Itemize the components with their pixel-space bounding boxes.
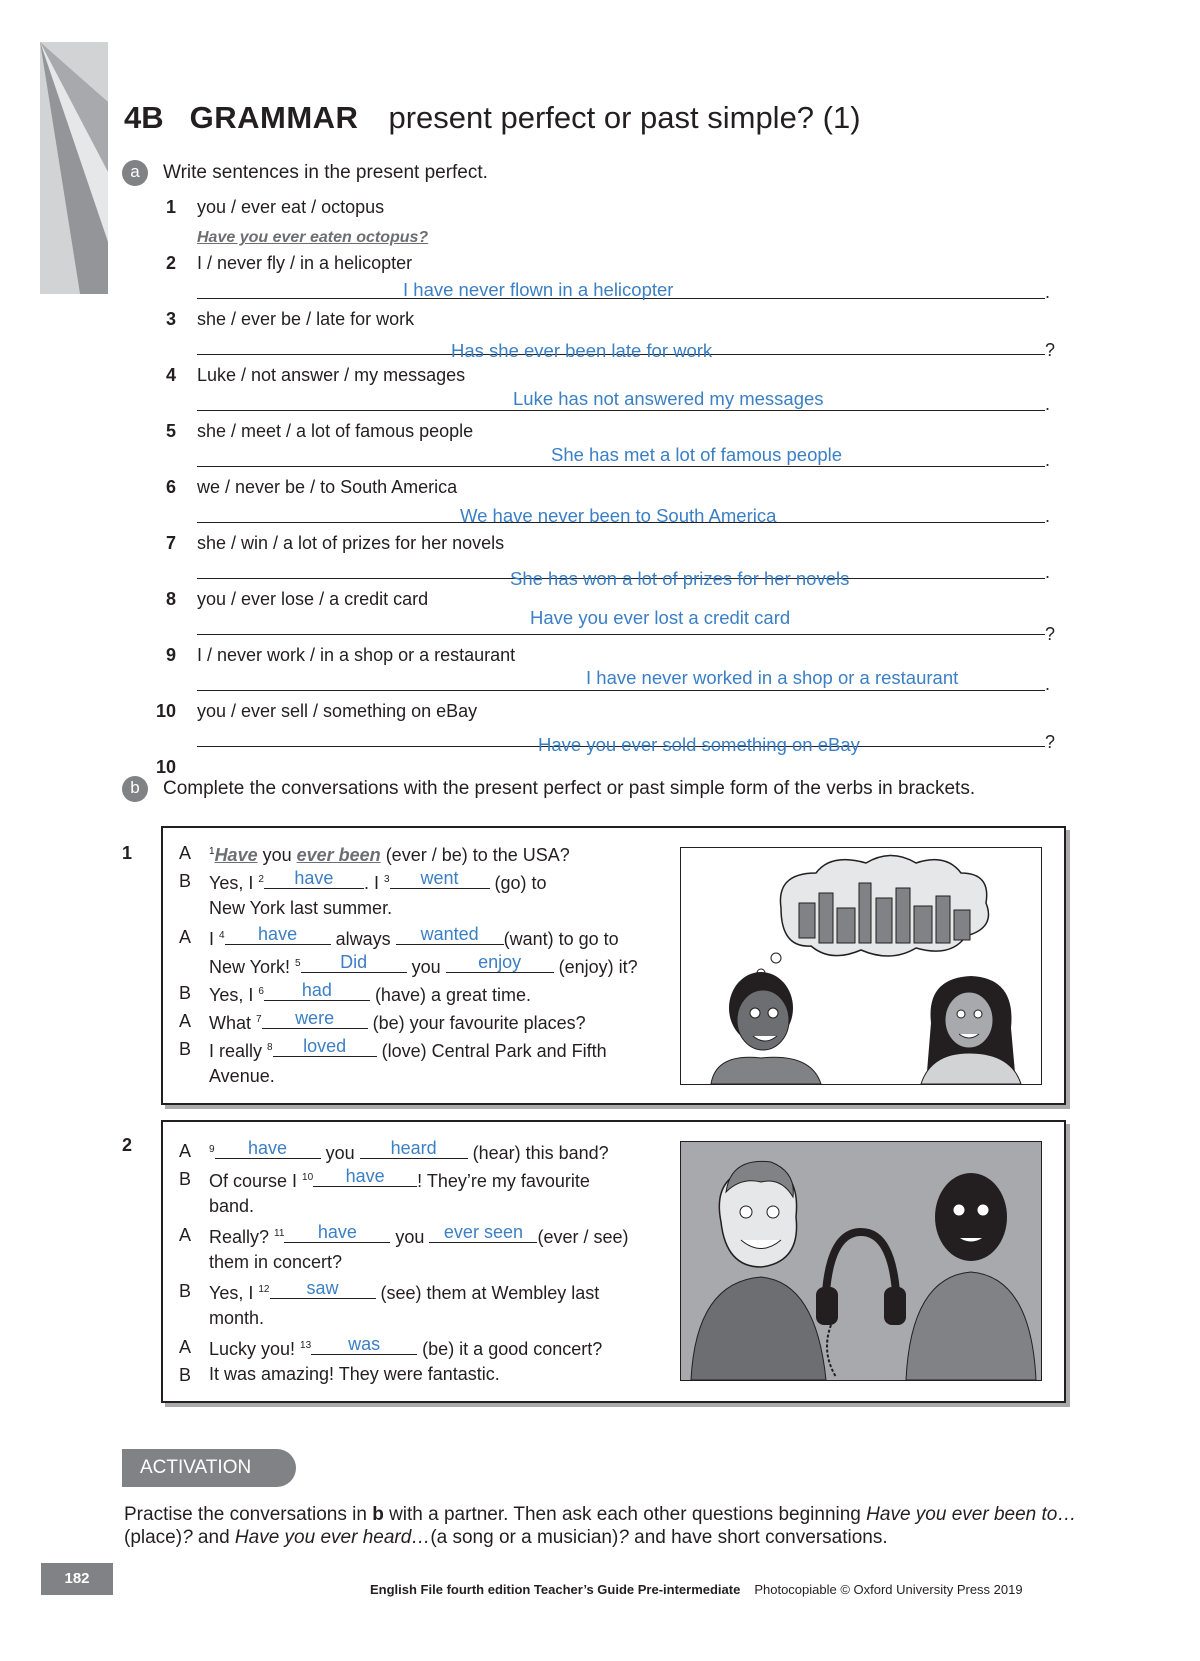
item-number: 8 xyxy=(165,589,176,609)
item-number: 5 xyxy=(165,421,176,441)
answer-text: Have you ever sold something on eBay xyxy=(538,734,860,755)
corner-decoration xyxy=(40,42,108,294)
end-punctuation: . xyxy=(1045,506,1051,526)
dialogue-line: What $^7$ were (be) your favourite places? xyxy=(209,1008,586,1033)
answer-text: Has she ever been late for work xyxy=(451,340,713,361)
gap-field[interactable]: heard xyxy=(360,1138,468,1159)
dialogue-line: them in concert? xyxy=(209,1252,343,1272)
dialogue-line: band. xyxy=(209,1196,255,1216)
answer-text: Have you ever lost a credit card xyxy=(530,607,791,628)
exercise-b-badge: b xyxy=(122,776,148,802)
end-punctuation: . xyxy=(1045,394,1051,414)
answer-text: She has won a lot of prizes for her novels xyxy=(510,568,850,589)
dialogue-line: Lucky you! $^{13}$ was (be) it a good concert? xyxy=(209,1334,603,1359)
section-heading: GRAMMAR xyxy=(189,100,359,135)
dialogue-line: Yes, I $^2$ have . I $^3$ went (go) to xyxy=(209,868,547,893)
item-prompt: you / ever lose / a credit card xyxy=(197,589,429,609)
end-punctuation: . xyxy=(1045,674,1051,694)
item-prompt: she / meet / a lot of famous people xyxy=(197,421,474,441)
item-number: 4 xyxy=(165,365,176,385)
end-punctuation: ? xyxy=(1045,732,1056,752)
speaker-label: B xyxy=(179,1169,192,1189)
speaker-label: B xyxy=(179,983,192,1003)
dialogue-line: New York last summer. xyxy=(209,898,393,918)
page-number: 182 xyxy=(41,1563,113,1595)
item-prompt: she / ever be / late for work xyxy=(197,309,415,329)
answer-text: I have never flown in a helicopter xyxy=(403,279,674,300)
item-number: 10 xyxy=(155,701,176,721)
item-prompt: she / win / a lot of prizes for her novels xyxy=(197,533,505,553)
gap-field[interactable]: ever seen xyxy=(429,1222,537,1243)
dialogue-line: I $^4$ have always wanted (want) to go to xyxy=(209,924,619,949)
activation-text: Practise the conversations in b with a partner. Then ask each other questions beginning Have you ever been to…(place)? and Have you ever heard…(a song or a musician)? and have short conversations. xyxy=(124,1504,1077,1548)
answer-text: We have never been to South America xyxy=(460,505,777,526)
exercise-b-instruction: Complete the conversations with the present perfect or past simple form of the verbs in brackets. xyxy=(163,778,976,799)
gap-field[interactable]: was xyxy=(311,1334,417,1355)
gap-field[interactable]: have xyxy=(284,1222,390,1243)
speaker-label: A xyxy=(179,1011,192,1031)
answer-text: She has met a lot of famous people xyxy=(551,444,843,465)
example-answer: Have you ever eaten octopus? xyxy=(197,229,429,246)
exercise-a-badge: a xyxy=(122,160,148,186)
footer-copyright: Photocopiable © Oxford University Press 2019 xyxy=(754,1582,1023,1597)
section-subtitle: present perfect or past simple? (1) xyxy=(388,100,861,135)
item-prompt: you / ever sell / something on eBay xyxy=(197,701,478,721)
dialogue-line: I really $^8$ loved (love) Central Park and Fifth xyxy=(209,1036,607,1061)
item-number: 9 xyxy=(165,645,176,665)
gap-field[interactable]: have xyxy=(225,924,331,945)
end-punctuation: . xyxy=(1045,562,1051,582)
page-title xyxy=(124,100,861,136)
answer-line[interactable] xyxy=(197,634,1045,635)
gap-field[interactable]: enjoy xyxy=(446,952,554,973)
dialogue-line: Of course I $^{10}$ have ! They’re my favourite xyxy=(209,1166,590,1191)
gap-field[interactable]: have xyxy=(215,1138,321,1159)
dialogue-line: New York! $^5$ Did you enjoy (enjoy) it? xyxy=(209,952,638,977)
answer-text: I have never worked in a shop or a restaurant xyxy=(586,667,959,688)
answer-text: Luke has not answered my messages xyxy=(513,388,824,409)
gap-field[interactable]: wanted xyxy=(396,924,504,945)
footer xyxy=(370,1582,1023,1597)
item-number: 10 xyxy=(155,757,176,777)
gap-field[interactable]: Did xyxy=(301,952,407,973)
illustration-two-women-new-york xyxy=(680,847,1042,1085)
illustration-two-men-headphones xyxy=(680,1141,1042,1381)
gap-field[interactable]: saw xyxy=(270,1278,376,1299)
dialogue-line: Really? $^{11}$ have you ever seen (ever / see) xyxy=(209,1222,629,1247)
footer-edition: English File fourth edition Teacher’s Guide Pre-intermediate xyxy=(370,1582,741,1597)
activation-tab: ACTIVATION xyxy=(122,1449,296,1487)
gap-field[interactable]: went xyxy=(390,868,490,889)
unit-code: 4B xyxy=(124,100,164,135)
dialogue-line: $^1$Have you ever been (ever / be) to the USA? xyxy=(209,845,570,865)
item-number: 7 xyxy=(165,533,176,553)
answer-line[interactable] xyxy=(197,410,1045,411)
end-punctuation: ? xyxy=(1045,624,1056,644)
end-punctuation: ? xyxy=(1045,340,1056,360)
dialogue-line: Yes, I $^{12}$ saw (see) them at Wembley last xyxy=(209,1278,600,1303)
gap-field[interactable]: had xyxy=(264,980,370,1001)
item-prompt: we / never be / to South America xyxy=(197,477,458,497)
gap-field[interactable]: loved xyxy=(273,1036,377,1057)
gap-field[interactable]: have xyxy=(313,1166,417,1187)
conversation-number: 2 xyxy=(122,1135,133,1155)
item-prompt: Luke / not answer / my messages xyxy=(197,365,466,385)
speaker-label: A xyxy=(179,1225,192,1245)
end-punctuation: . xyxy=(1045,450,1051,470)
conversation-number: 1 xyxy=(122,843,133,863)
example-word: Have xyxy=(214,845,258,865)
end-punctuation: . xyxy=(1045,282,1051,302)
dialogue-line: $^9$ have you heard (hear) this band? xyxy=(209,1138,609,1163)
item-number: 3 xyxy=(165,309,176,329)
gap-field[interactable]: have xyxy=(264,868,364,889)
item-number: 6 xyxy=(165,477,176,497)
speaker-label: B xyxy=(179,1281,192,1301)
speaker-label: B xyxy=(179,1039,192,1059)
gap-field[interactable]: were xyxy=(262,1008,368,1029)
item-number: 2 xyxy=(165,253,176,273)
speaker-label: A xyxy=(179,843,192,863)
item-number: 1 xyxy=(165,197,176,217)
dialogue-line: It was amazing! They were fantastic. xyxy=(209,1364,500,1384)
dialogue-line: Avenue. xyxy=(209,1066,275,1086)
answer-line[interactable] xyxy=(197,690,1045,691)
speaker-label: A xyxy=(179,1141,192,1161)
item-prompt: I / never fly / in a helicopter xyxy=(197,253,413,273)
speaker-label: A xyxy=(179,927,192,947)
item-prompt: you / ever eat / octopus xyxy=(197,197,385,217)
example-word: ever been xyxy=(296,845,381,865)
dialogue-line: month. xyxy=(209,1308,265,1328)
speaker-label: B xyxy=(179,871,192,891)
speaker-label: B xyxy=(179,1365,192,1385)
speaker-label: A xyxy=(179,1337,192,1357)
exercise-a-instruction: Write sentences in the present perfect. xyxy=(163,162,488,183)
dialogue-line: Yes, I $^6$ had (have) a great time. xyxy=(209,980,532,1005)
answer-line[interactable] xyxy=(197,466,1045,467)
item-prompt: I / never work / in a shop or a restaurant xyxy=(197,645,516,665)
